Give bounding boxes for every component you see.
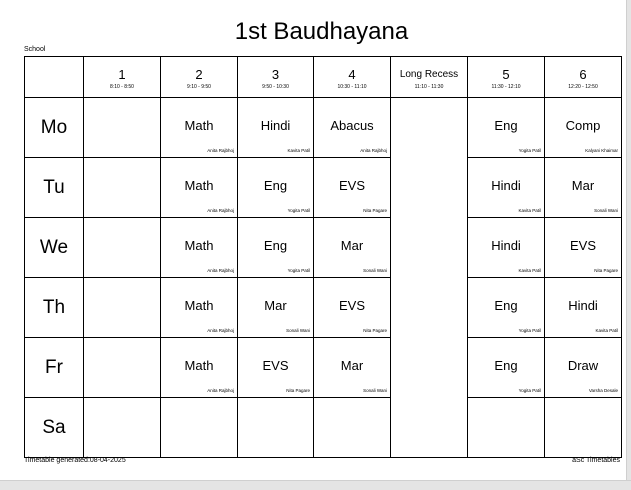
lesson-subject: EVS	[338, 298, 365, 313]
lesson-subject: EVS	[569, 238, 596, 253]
period-name: 3	[271, 67, 280, 82]
lesson-subject: Eng	[263, 178, 288, 193]
day-label: Th	[25, 278, 84, 338]
lesson-cell	[468, 158, 545, 218]
page-title: 1st Baudhayana	[234, 18, 409, 45]
day-row	[25, 218, 622, 278]
day-label: Sa	[25, 398, 84, 458]
period-header	[238, 57, 314, 98]
lesson-teacher: Yogita Patil	[518, 328, 541, 333]
lesson-cell	[314, 98, 391, 158]
empty-cell	[468, 398, 545, 458]
period-name: 1	[118, 67, 126, 82]
day-row	[25, 158, 622, 218]
empty-cell	[84, 98, 161, 158]
brand-footer: aSc Timetables	[572, 457, 620, 464]
lesson-subject: Math	[184, 178, 214, 193]
lesson-cell	[314, 218, 391, 278]
generated-label: Timetable generated:	[24, 457, 90, 464]
lesson-cell	[161, 338, 238, 398]
period-time: 9:50 - 10:30	[262, 84, 289, 90]
lesson-cell	[238, 278, 314, 338]
lesson-teacher: Varsha Desale	[588, 388, 618, 393]
lesson-subject: Eng	[263, 238, 288, 253]
lesson-cell	[314, 158, 391, 218]
lesson-cell	[545, 98, 622, 158]
lesson-cell	[238, 98, 314, 158]
lesson-subject: Mar	[571, 178, 595, 193]
day-label: Fr	[25, 338, 84, 398]
school-label: School	[24, 46, 46, 53]
lesson-subject: EVS	[262, 358, 289, 373]
lesson-teacher: Sonali Wani	[594, 208, 618, 213]
lesson-cell	[161, 98, 238, 158]
window-right-edge	[626, 0, 631, 489]
empty-cell	[84, 218, 161, 278]
day-label: Tu	[25, 158, 84, 218]
lesson-cell	[161, 278, 238, 338]
period-time: 8:10 - 8:50	[110, 84, 134, 90]
lesson-teacher: Kavita Patil	[518, 268, 541, 273]
lesson-teacher: Sonali Wani	[363, 268, 387, 273]
lesson-subject: Hindi	[568, 298, 598, 313]
lesson-cell	[545, 218, 622, 278]
lesson-cell	[468, 218, 545, 278]
lesson-cell	[238, 338, 314, 398]
lesson-teacher: Yogita Patil	[518, 148, 541, 153]
empty-cell	[545, 398, 622, 458]
lesson-subject: EVS	[338, 178, 365, 193]
day-label: Mo	[25, 98, 84, 158]
lesson-cell	[545, 158, 622, 218]
generated-date: 08-04-2025	[89, 457, 126, 464]
lesson-subject: Math	[184, 238, 214, 253]
corner-cell	[25, 57, 84, 98]
empty-cell	[84, 398, 161, 458]
empty-cell	[314, 398, 391, 458]
period-header	[314, 57, 391, 98]
lesson-subject: Mar	[340, 358, 364, 373]
lesson-teacher: Yogita Patil	[287, 208, 310, 213]
lesson-cell	[468, 338, 545, 398]
period-name: Long Recess	[399, 69, 459, 80]
recess-cell	[391, 98, 468, 458]
lesson-subject: Eng	[494, 358, 518, 373]
lesson-cell	[161, 218, 238, 278]
empty-cell	[238, 398, 314, 458]
lesson-teacher: Nita Pagare	[363, 328, 387, 333]
day-row	[25, 278, 622, 338]
lesson-teacher: Nita Pagare	[286, 388, 310, 393]
period-header-recess	[391, 57, 468, 98]
lesson-subject: Eng	[494, 298, 518, 313]
lesson-cell	[238, 158, 314, 218]
period-time: 9:10 - 9:50	[187, 84, 211, 90]
lesson-subject: Eng	[494, 118, 518, 133]
lesson-subject: Mar	[264, 298, 287, 313]
lesson-teacher: Anita Rajbhoj	[207, 148, 234, 153]
day-row	[25, 98, 622, 158]
lesson-teacher: Sonali Wani	[286, 328, 310, 333]
day-row	[25, 398, 622, 458]
lesson-teacher: Nita Pagare	[363, 208, 387, 213]
lesson-subject: Hindi	[491, 178, 521, 193]
lesson-cell	[238, 218, 314, 278]
lesson-teacher: Kalyani Khaimar	[585, 148, 618, 153]
lesson-subject: Hindi	[260, 118, 291, 133]
lesson-subject: Math	[184, 118, 214, 133]
lesson-subject: Math	[184, 298, 214, 313]
lesson-teacher: Yogita Patil	[518, 388, 541, 393]
lesson-teacher: Anita Rajbhoj	[207, 268, 234, 273]
lesson-cell	[545, 278, 622, 338]
period-header	[468, 57, 545, 98]
period-time: 11:30 - 12:10	[491, 84, 521, 90]
lesson-teacher: Anita Rajbhoj	[360, 148, 387, 153]
period-header	[161, 57, 238, 98]
empty-cell	[84, 158, 161, 218]
lesson-cell	[314, 278, 391, 338]
generated-footer	[24, 457, 126, 464]
period-name: 2	[195, 67, 203, 82]
lesson-teacher: Kavita Patil	[287, 148, 310, 153]
lesson-cell	[314, 338, 391, 398]
day-label: We	[25, 218, 84, 278]
lesson-subject: Comp	[565, 118, 601, 133]
lesson-teacher: Nita Pagare	[594, 268, 618, 273]
lesson-teacher: Sonali Wani	[363, 388, 387, 393]
lesson-teacher: Yogita Patil	[287, 268, 310, 273]
day-row	[25, 338, 622, 398]
empty-cell	[84, 278, 161, 338]
lesson-teacher: Anita Rajbhoj	[207, 388, 234, 393]
period-header	[545, 57, 622, 98]
period-time: 12:20 - 12:50	[568, 84, 598, 90]
lesson-teacher: Anita Rajbhoj	[207, 208, 234, 213]
lesson-teacher: Kavita Patil	[518, 208, 541, 213]
lesson-cell	[468, 278, 545, 338]
period-header-row	[25, 57, 622, 98]
lesson-cell	[161, 158, 238, 218]
lesson-subject: Hindi	[491, 238, 521, 253]
lesson-cell	[545, 338, 622, 398]
lesson-subject: Mar	[340, 238, 364, 253]
period-name: 4	[348, 67, 356, 82]
period-header	[84, 57, 161, 98]
period-time: 10:30 - 11:10	[337, 84, 367, 90]
lesson-subject: Math	[184, 358, 214, 373]
period-time: 11:10 - 11:30	[414, 84, 444, 90]
lesson-teacher: Anita Rajbhoj	[207, 328, 234, 333]
empty-cell	[84, 338, 161, 398]
period-name: 6	[579, 67, 587, 82]
period-name: 5	[502, 67, 510, 82]
lesson-cell	[468, 98, 545, 158]
lesson-subject: Draw	[567, 358, 599, 373]
lesson-subject: Abacus	[330, 118, 374, 133]
lesson-teacher: Kavita Patil	[595, 328, 618, 333]
empty-cell	[161, 398, 238, 458]
timetable-grid	[24, 56, 622, 458]
